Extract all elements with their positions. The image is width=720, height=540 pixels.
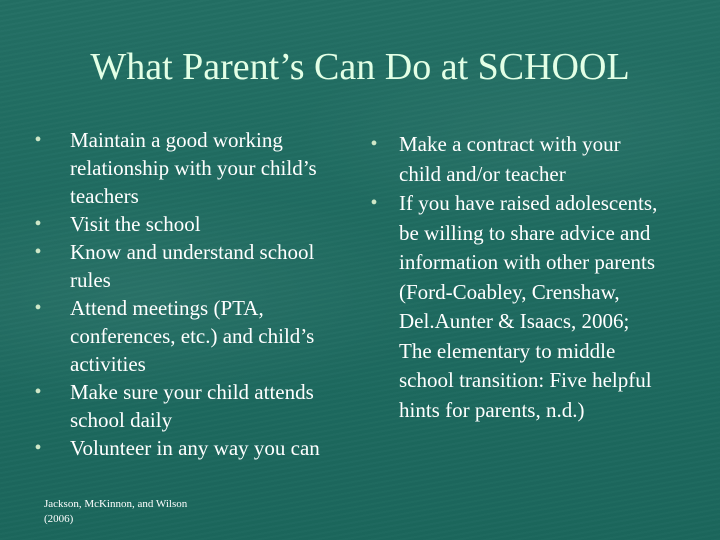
bullet-text: Attend meetings (PTA, conferences, etc.) and child’s activities (70, 296, 315, 376)
bullet-text: Know and understand school rules (70, 240, 315, 292)
left-bullet-item (28, 126, 358, 210)
left-bullet-item (28, 210, 358, 238)
left-bullet-list (28, 126, 358, 462)
right-bullet-item (364, 130, 664, 189)
bullet-text: Maintain a good working relationship with your child’s teachers (70, 128, 317, 208)
bullet-text: Make a contract with your child and/or teacher (399, 132, 621, 186)
right-bullet-item (364, 189, 664, 278)
left-bullet-item (28, 434, 358, 462)
bullet-icon: • (34, 129, 42, 151)
left-bullet-item (28, 238, 358, 294)
bullet-icon: • (34, 213, 42, 235)
bullet-text: Volunteer in any way you can (70, 436, 320, 460)
left-bullet-item (28, 294, 358, 378)
slide-title: What Parent’s Can Do at SCHOOL (90, 46, 630, 88)
bullet-text: If you have raised adolescents, be willing to share advice and information with other parents (399, 191, 658, 274)
left-bullet-item (28, 378, 358, 434)
bullet-text: Visit the school (70, 212, 201, 236)
bullet-icon: • (34, 437, 42, 459)
source-note: Jackson, McKinnon, and Wilson (2006) (44, 498, 188, 525)
bullet-text: Make sure your child attends school daily (70, 380, 314, 432)
bullet-icon: • (34, 241, 42, 263)
bullet-icon: • (370, 192, 378, 214)
right-bullet-list (364, 130, 664, 425)
bullet-icon: • (34, 381, 42, 403)
bullet-icon: • (34, 297, 42, 319)
citation-text: (Ford-Coabley, Crenshaw, Del.Aunter & Isaacs, 2006; The elementary to middle school transition: Five helpful hints for parents, n.d.) (399, 279, 652, 422)
bullet-icon: • (370, 133, 378, 155)
